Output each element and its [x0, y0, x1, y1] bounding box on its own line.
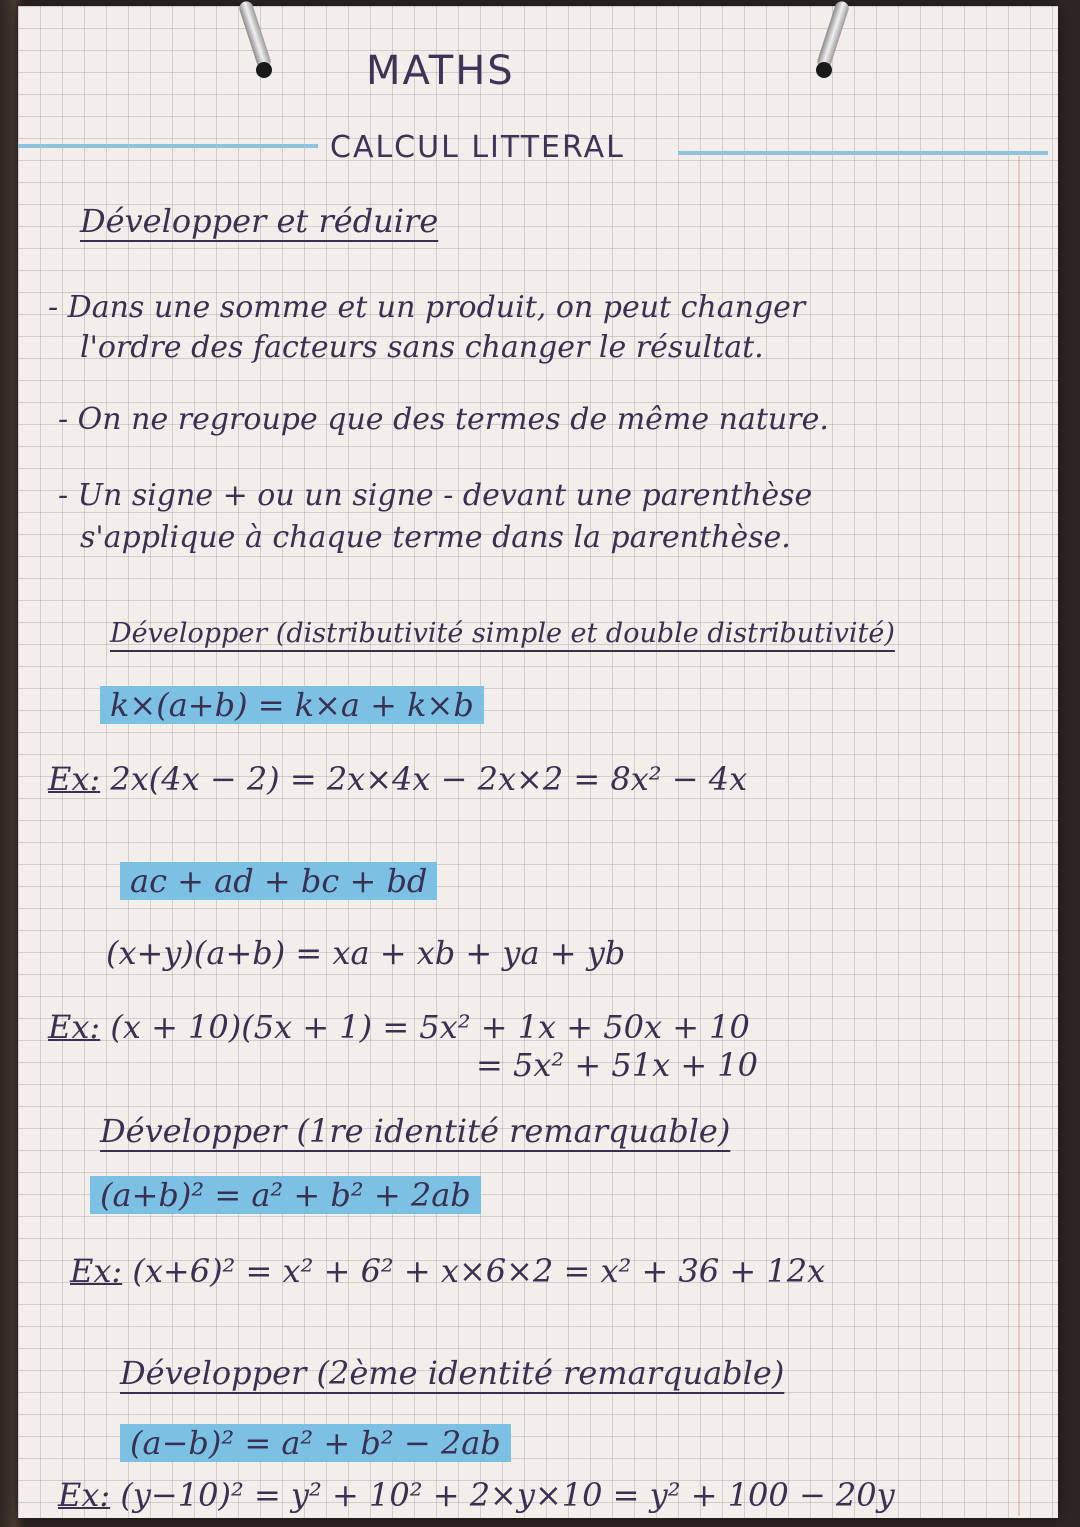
- binder-ring-left: [238, 0, 273, 70]
- section-heading-first-identity: Développer (1re identité remarquable): [100, 1112, 731, 1150]
- title-rule-right: [678, 151, 1048, 155]
- section-heading-second-identity: Développer (2ème identité remarquable): [120, 1354, 785, 1392]
- example-simple-distributivity: [48, 760, 747, 798]
- example-first-identity: [70, 1252, 825, 1290]
- example-label: Ex:: [48, 1008, 101, 1046]
- page-title: MATHS: [366, 48, 515, 94]
- formula-highlight: (a−b)² = a² + b² − 2ab: [120, 1424, 511, 1462]
- notebook-page: [18, 6, 1058, 1518]
- formula-simple-distributivity: [100, 686, 484, 724]
- example-text: (x+6)² = x² + 6² + x×6×2 = x² + 36 + 12x: [132, 1252, 826, 1290]
- title-rule-left: [18, 144, 318, 148]
- example-second-identity: [58, 1476, 895, 1514]
- formula-second-identity: [120, 1424, 511, 1462]
- formula-highlight: k×(a+b) = k×a + k×b: [100, 686, 484, 724]
- margin-line: [1018, 156, 1020, 1516]
- example-label: Ex:: [58, 1476, 111, 1514]
- example-label: Ex:: [70, 1252, 123, 1290]
- example-label: Ex:: [48, 760, 101, 798]
- rule-line-3: - On ne regroupe que des termes de même nature.: [58, 402, 829, 437]
- rule-line-5: s'applique à chaque terme dans la parenthèse.: [80, 520, 791, 555]
- example-double-distributivity-line-2: = 5x² + 51x + 10: [476, 1046, 759, 1084]
- ring-hole-left: [256, 62, 272, 78]
- rule-line-1: - Dans une somme et un produit, on peut changer: [48, 290, 806, 325]
- example-double-distributivity-line-1: [48, 1008, 750, 1046]
- ring-hole-right: [816, 62, 832, 78]
- page-subtitle: CALCUL LITTERAL: [330, 130, 625, 165]
- example-text: (y−10)² = y² + 10² + 2×y×10 = y² + 100 − 20y: [120, 1476, 895, 1514]
- section-heading-develop-reduce: Développer et réduire: [80, 202, 439, 240]
- rule-line-4: - Un signe + ou un signe - devant une parenthèse: [58, 478, 813, 513]
- formula-double-distributivity-result: [120, 862, 437, 900]
- formula-highlight: ac + ad + bc + bd: [120, 862, 437, 900]
- formula-double-distributivity: (x+y)(a+b) = xa + xb + ya + yb: [106, 934, 626, 972]
- rule-line-2: l'ordre des facteurs sans changer le résultat.: [80, 330, 764, 365]
- section-heading-distributivity: Développer (distributivité simple et double distributivité): [110, 618, 895, 649]
- formula-highlight: (a+b)² = a² + b² + 2ab: [90, 1176, 481, 1214]
- binder-ring-right: [816, 0, 851, 70]
- example-text: (x + 10)(5x + 1) = 5x² + 1x + 50x + 10: [110, 1008, 750, 1046]
- example-text: 2x(4x − 2) = 2x×4x − 2x×2 = 8x² − 4x: [110, 760, 748, 798]
- formula-first-identity: [90, 1176, 481, 1214]
